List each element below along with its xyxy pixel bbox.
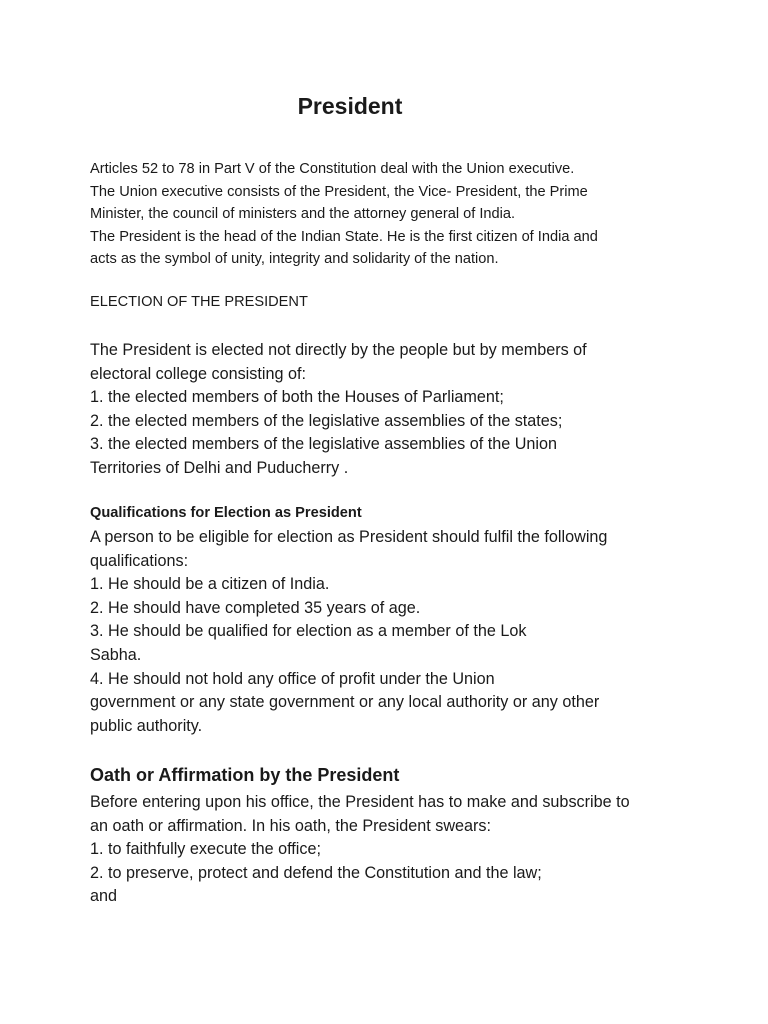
text-line: public authority. xyxy=(90,716,203,735)
list-item: 1. He should be a citizen of India. xyxy=(90,575,330,594)
text-line: Articles 52 to 78 in Part V of the Constitution deal with the Union executive. xyxy=(90,161,575,177)
list-item: 3. the elected members of the legislative assemblies of the Union xyxy=(90,435,557,454)
text-line: government or any state government or any local authority or any other xyxy=(90,693,600,712)
text-line: A person to be eligible for election as President should fulfil the following xyxy=(90,528,608,546)
text-line: electoral college consisting of: xyxy=(90,364,306,383)
list-item: 2. to preserve, protect and defend the Constitution and the law; xyxy=(90,863,542,882)
oath-paragraph xyxy=(90,791,750,909)
list-item: 4. He should not hold any office of profit under the Union xyxy=(90,669,495,688)
election-heading: ELECTION OF THE PRESIDENT xyxy=(90,294,308,310)
text-line: and xyxy=(90,887,118,906)
oath-heading: Oath or Affirmation by the President xyxy=(90,765,400,785)
election-paragraph xyxy=(90,339,750,481)
qualifications-paragraph xyxy=(90,526,750,738)
text-line: Territories of Delhi and Puducherry . xyxy=(90,458,349,477)
list-item: 2. He should have completed 35 years of age. xyxy=(90,598,421,617)
text-line: Sabha. xyxy=(90,645,142,664)
text-line: The President is the head of the Indian State. He is the first citizen of India and xyxy=(90,228,598,245)
list-item: 1. the elected members of both the Houses of Parliament; xyxy=(90,388,504,407)
list-item: 2. the elected members of the legislative assemblies of the states; xyxy=(90,411,563,430)
text-line: Before entering upon his office, the President has to make and subscribe to xyxy=(90,793,630,811)
text-line: qualifications: xyxy=(90,551,189,570)
text-line: The Union executive consists of the President, the Vice- President, the Prime xyxy=(90,183,588,200)
qualifications-heading: Qualifications for Election as President xyxy=(90,505,362,521)
page-title: President xyxy=(297,93,403,119)
text-line: acts as the symbol of unity, integrity and solidarity of the nation. xyxy=(90,251,499,267)
list-item: 1. to faithfully execute the office; xyxy=(90,840,321,859)
text-line: Minister, the council of ministers and the attorney general of India. xyxy=(90,206,516,222)
list-item: 3. He should be qualified for election as a member of the Lok xyxy=(90,622,527,641)
intro-paragraph xyxy=(90,158,750,271)
text-line: The President is elected not directly by the people but by members of xyxy=(90,341,587,359)
text-line: an oath or affirmation. In his oath, the President swears: xyxy=(90,816,492,835)
